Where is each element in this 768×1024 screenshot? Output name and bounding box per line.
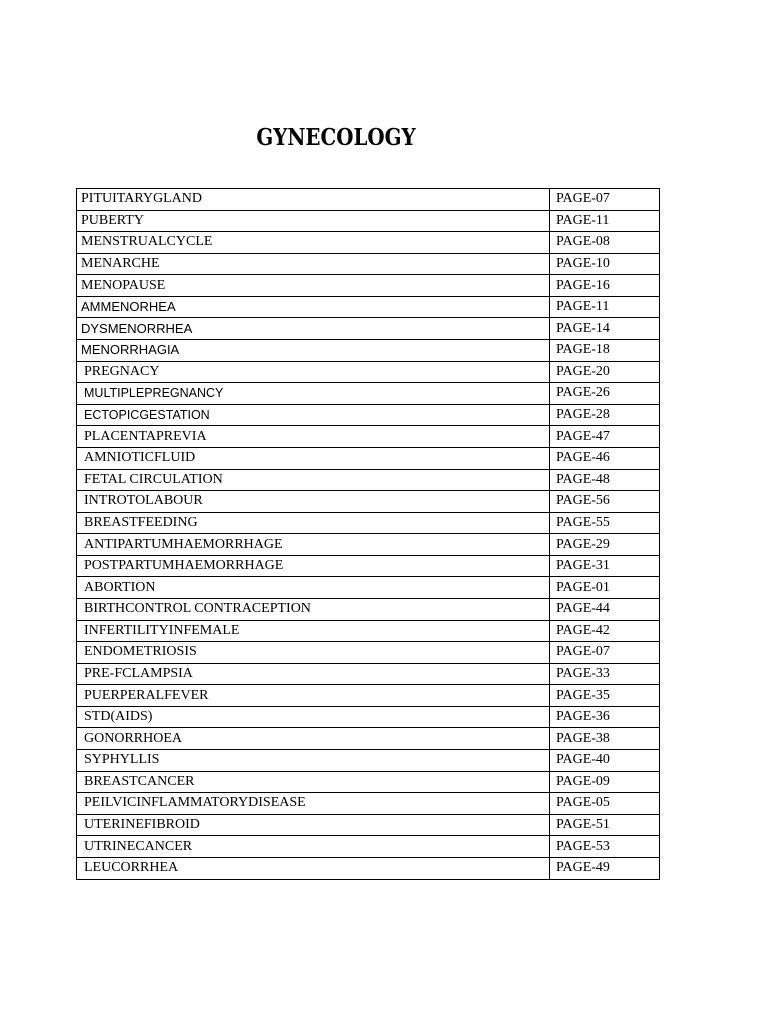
page-number-cell: PAGE-35 — [550, 685, 660, 707]
page-number-cell: PAGE-42 — [550, 620, 660, 642]
table-row — [77, 232, 660, 254]
table-row — [77, 491, 660, 513]
topic-cell: BREASTCANCER — [77, 771, 550, 793]
table-row — [77, 771, 660, 793]
topic-cell: INTROTOLABOUR — [77, 491, 550, 513]
topic-cell: PREGNACY — [77, 361, 550, 383]
page-number-cell: PAGE-28 — [550, 404, 660, 426]
topic-cell: BIRTHCONTROL CONTRACEPTION — [77, 598, 550, 620]
table-row — [77, 857, 660, 879]
table-row — [77, 296, 660, 318]
topic-cell: MENOPAUSE — [77, 275, 550, 297]
page-number-cell: PAGE-11 — [550, 210, 660, 232]
page-number-cell: PAGE-11 — [550, 296, 660, 318]
topic-cell: PITUITARYGLAND — [77, 189, 550, 211]
table-row — [77, 555, 660, 577]
page-number-cell: PAGE-26 — [550, 383, 660, 405]
table-row — [77, 663, 660, 685]
topic-cell: PUBERTY — [77, 210, 550, 232]
page-number-cell: PAGE-49 — [550, 857, 660, 879]
page-number-cell: PAGE-10 — [550, 253, 660, 275]
table-row — [77, 793, 660, 815]
table-row — [77, 318, 660, 340]
page-number-cell: PAGE-47 — [550, 426, 660, 448]
page-number-cell: PAGE-20 — [550, 361, 660, 383]
table-row — [77, 383, 660, 405]
table-row — [77, 577, 660, 599]
page-number-cell: PAGE-07 — [550, 189, 660, 211]
page-number-cell: PAGE-53 — [550, 836, 660, 858]
table-row — [77, 469, 660, 491]
page-title: GYNECOLOGY — [256, 124, 416, 151]
table-row — [77, 447, 660, 469]
table-row — [77, 426, 660, 448]
topic-cell: ANTIPARTUMHAEMORRHAGE — [77, 534, 550, 556]
page-number-cell: PAGE-16 — [550, 275, 660, 297]
topic-cell: MENSTRUALCYCLE — [77, 232, 550, 254]
table-row — [77, 210, 660, 232]
table-row — [77, 534, 660, 556]
page-number-cell: PAGE-09 — [550, 771, 660, 793]
topic-cell: ENDOMETRIOSIS — [77, 642, 550, 664]
topic-cell: UTRINECANCER — [77, 836, 550, 858]
topic-cell: MULTIPLEPREGNANCY — [77, 383, 550, 405]
table-row — [77, 642, 660, 664]
page-number-cell: PAGE-55 — [550, 512, 660, 534]
page-number-cell: PAGE-31 — [550, 555, 660, 577]
table-row — [77, 275, 660, 297]
table-row — [77, 340, 660, 362]
table-row — [77, 685, 660, 707]
topic-cell: SYPHYLLIS — [77, 750, 550, 772]
page-number-cell: PAGE-08 — [550, 232, 660, 254]
page-number-cell: PAGE-48 — [550, 469, 660, 491]
topic-cell: BREASTFEEDING — [77, 512, 550, 534]
topic-cell: UTERINEFIBROID — [77, 814, 550, 836]
topic-cell: PRE-FCLAMPSIA — [77, 663, 550, 685]
topic-cell: ECTOPICGESTATION — [77, 404, 550, 426]
page-number-cell: PAGE-07 — [550, 642, 660, 664]
topic-cell: DYSMENORRHEA — [77, 318, 550, 340]
table-row — [77, 706, 660, 728]
topic-cell: LEUCORRHEA — [77, 857, 550, 879]
topic-cell: PLACENTAPREVIA — [77, 426, 550, 448]
table-row — [77, 620, 660, 642]
page-number-cell: PAGE-51 — [550, 814, 660, 836]
table-row — [77, 814, 660, 836]
table-row — [77, 404, 660, 426]
page-number-cell: PAGE-29 — [550, 534, 660, 556]
topic-cell: STD(AIDS) — [77, 706, 550, 728]
table-row — [77, 512, 660, 534]
topic-cell: MENORRHAGIA — [77, 340, 550, 362]
topic-cell: GONORRHOEA — [77, 728, 550, 750]
topic-cell: PUERPERALFEVER — [77, 685, 550, 707]
page-number-cell: PAGE-36 — [550, 706, 660, 728]
page-number-cell: PAGE-05 — [550, 793, 660, 815]
table-row — [77, 253, 660, 275]
table-row — [77, 836, 660, 858]
page-number-cell: PAGE-56 — [550, 491, 660, 513]
page-number-cell: PAGE-14 — [550, 318, 660, 340]
page-number-cell: PAGE-01 — [550, 577, 660, 599]
table-row — [77, 728, 660, 750]
page-number-cell: PAGE-38 — [550, 728, 660, 750]
topic-cell: FETAL CIRCULATION — [77, 469, 550, 491]
topic-cell: ABORTION — [77, 577, 550, 599]
topic-cell: PEILVICINFLAMMATORYDISEASE — [77, 793, 550, 815]
table-row — [77, 598, 660, 620]
table-row — [77, 750, 660, 772]
page-number-cell: PAGE-33 — [550, 663, 660, 685]
page-number-cell: PAGE-44 — [550, 598, 660, 620]
page-number-cell: PAGE-40 — [550, 750, 660, 772]
topic-cell: POSTPARTUMHAEMORRHAGE — [77, 555, 550, 577]
topic-cell: MENARCHE — [77, 253, 550, 275]
topic-cell: INFERTILITYINFEMALE — [77, 620, 550, 642]
topic-cell: AMMENORHEA — [77, 296, 550, 318]
contents-table — [76, 188, 660, 880]
page-number-cell: PAGE-46 — [550, 447, 660, 469]
page-number-cell: PAGE-18 — [550, 340, 660, 362]
table-row — [77, 361, 660, 383]
table-row — [77, 189, 660, 211]
topic-cell: AMNIOTICFLUID — [77, 447, 550, 469]
